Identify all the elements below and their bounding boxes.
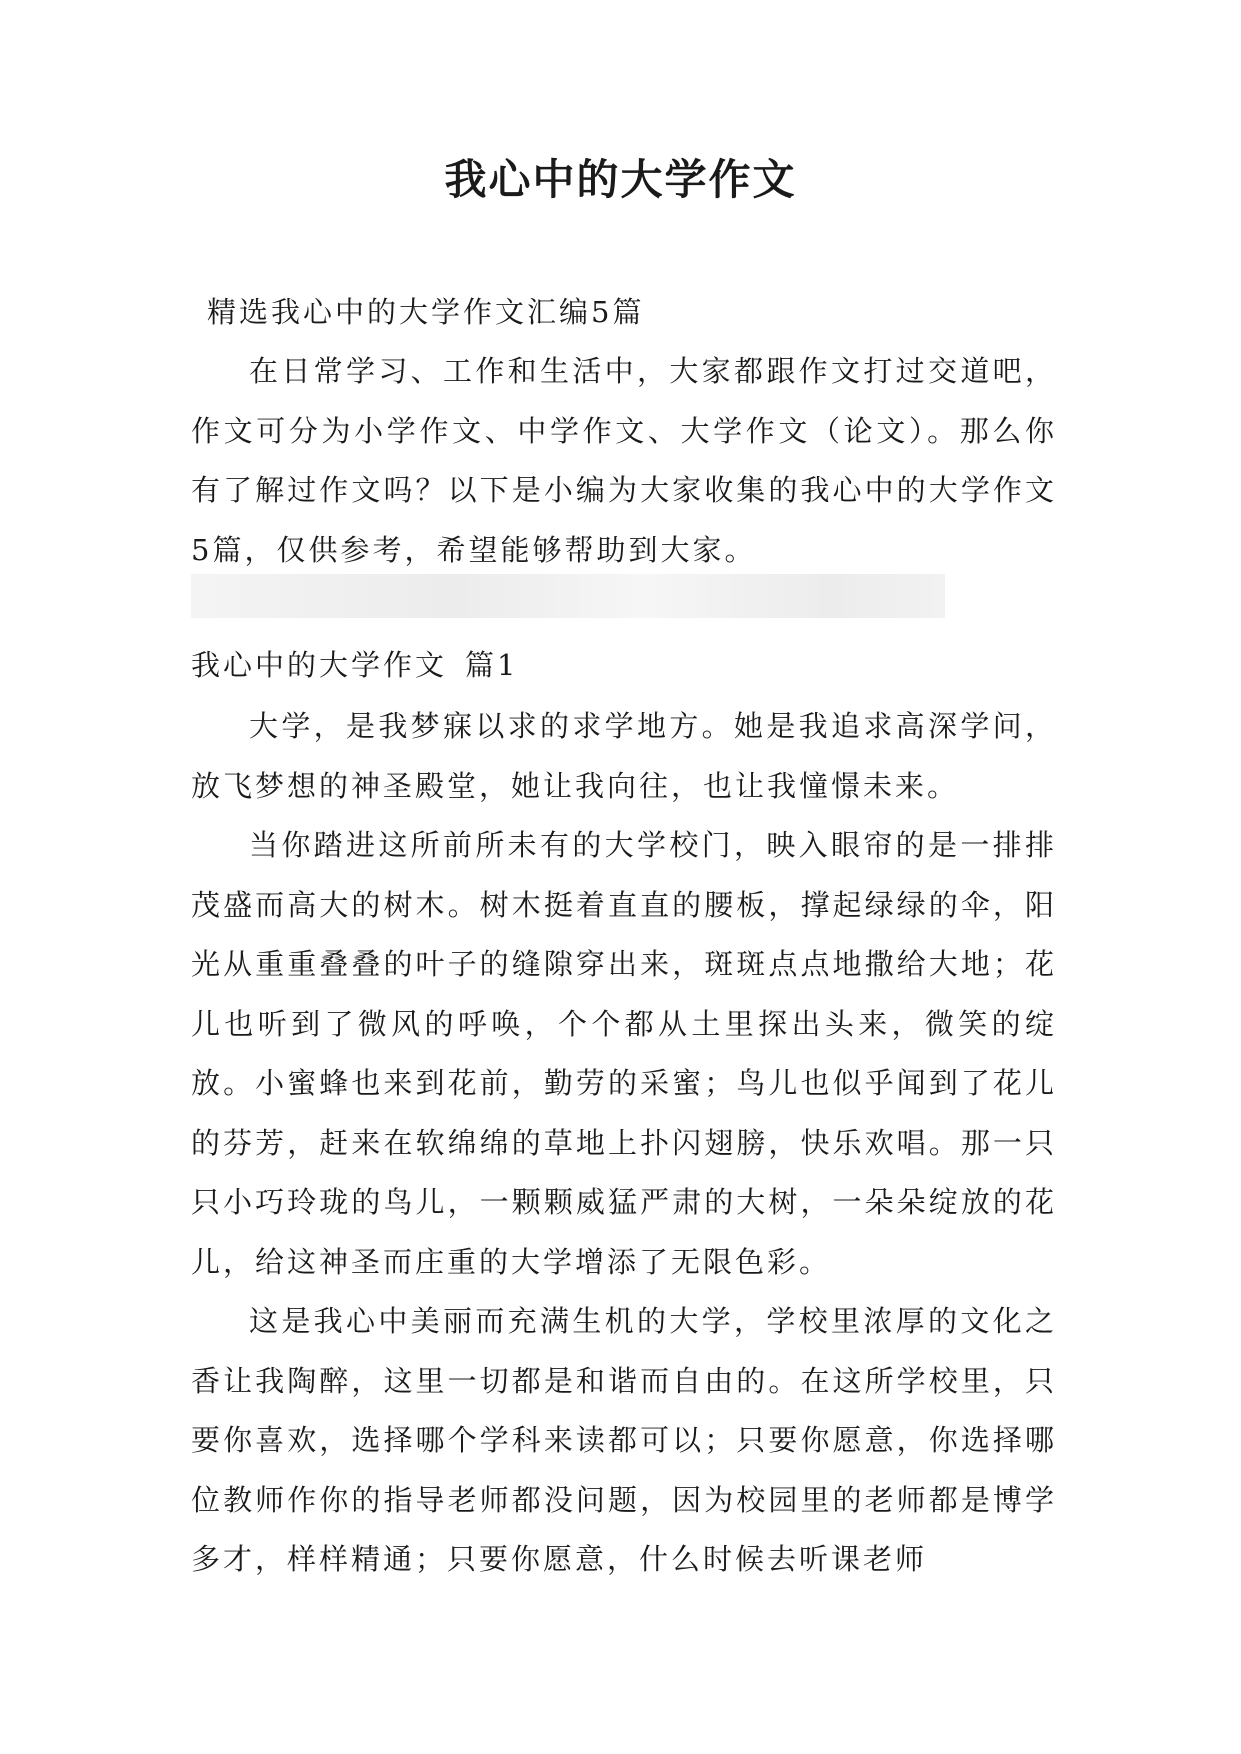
section-heading: [191, 645, 518, 685]
body-paragraph: 这是我心中美丽而充满生机的大学，学校里浓厚的文化之香让我陶醉，这里一切都是和谐而自由的。在这所学校里，只要你喜欢，选择哪个学科来读都可以；只要你愿意，你选择哪位教师作你的指导老师都没问题，因为校园里的老师都是博学多才，样样精通；只要你愿意，什么时候去听课老师: [191, 1304, 1057, 1576]
intro-section: [191, 342, 1057, 580]
document-subtitle: 精选我心中的大学作文汇编5篇: [207, 295, 645, 329]
body-paragraph: 大学，是我梦寐以求的求学地方。她是我追求高深学问，放飞梦想的神圣殿堂，她让我向往，也让我憧憬未来。: [191, 709, 1057, 803]
body-paragraph: 当你踏进这所前所未有的大学校门，映入眼帘的是一排排茂盛而高大的树木。树木挺着直直的腰板，撑起绿绿的伞，阳光从重重叠叠的叶子的缝隙穿出来，斑斑点点地撒给大地；花儿也听到了微风的呼唤，个个都从土里探出头来，微笑的绽放。小蜜蜂也来到花前，勤劳的采蜜；鸟儿也似乎闻到了花儿的芬芳，赶来在软绵绵的草地上扑闪翅膀，快乐欢唱。那一只只小巧玲珑的鸟儿，一颗颗威猛严肃的大树，一朵朵绽放的花儿，给这神圣而庄重的大学增添了无限色彩。: [191, 828, 1057, 1279]
section-heading-text: 我心中的大学作文: [191, 648, 448, 682]
faded-divider-band: [191, 574, 945, 618]
section-body: [191, 697, 1057, 1590]
intro-paragraph: 在日常学习、工作和生活中，大家都跟作文打过交道吧，作文可分为小学作文、中学作文、大学作文（论文）。那么你有了解过作文吗？以下是小编为大家收集的我心中的大学作文5篇，仅供参考，希望能够帮助到大家。: [191, 354, 1057, 567]
section-number: 篇1: [465, 648, 519, 682]
document-title: 我心中的大学作文: [444, 155, 797, 204]
